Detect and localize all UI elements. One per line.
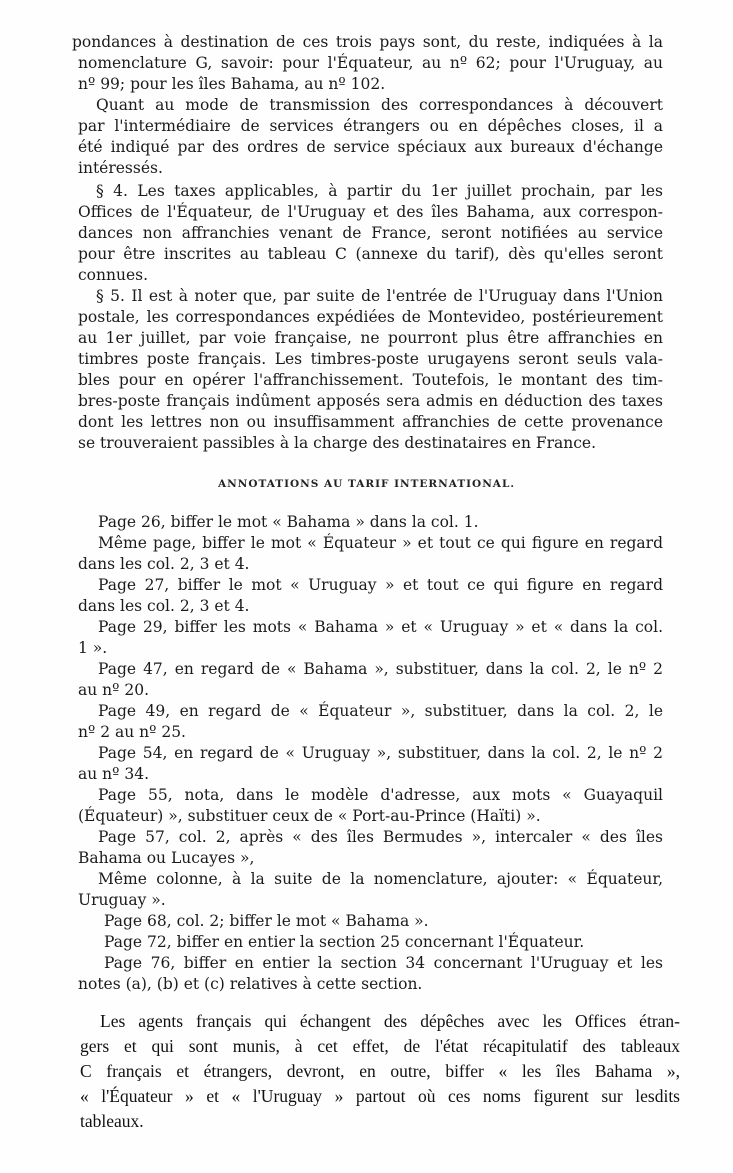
text-line: « l'Équateur » et « l'Uruguay » partout où ces noms figurent sur lesdits bbox=[80, 1086, 680, 1106]
text-line: C français et étrangers, devront, en outre, biffer « les îles Bahama », bbox=[80, 1061, 680, 1081]
text-line: Page 47, en regard de « Bahama », substituer, dans la col. 2, le nº 2 bbox=[98, 660, 663, 678]
text-line: au nº 34. bbox=[78, 765, 149, 783]
text-line: bres-poste français indûment apposés sera admis en déduction des taxes bbox=[78, 392, 663, 410]
text-line: § 4. Les taxes applicables, à partir du 1er juillet prochain, par les bbox=[96, 182, 663, 200]
text-line: Bahama ou Lucayes », bbox=[78, 849, 255, 867]
text-line: (Équateur) », substituer ceux de « Port-au-Prince (Haïti) ». bbox=[78, 807, 541, 825]
text-line: Page 55, nota, dans le modèle d'adresse, aux mots « Guayaquil bbox=[98, 786, 663, 804]
text-line: dans les col. 2, 3 et 4. bbox=[78, 555, 250, 573]
text-line: Même page, biffer le mot « Équateur » et tout ce qui figure en regard bbox=[98, 534, 663, 552]
text-line: nomenclature G, savoir: pour l'Équateur, au nº 62; pour l'Uruguay, au bbox=[78, 54, 663, 72]
text-line: se trouveraient passibles à la charge des destinataires en France. bbox=[78, 434, 597, 452]
text-line: intéressés. bbox=[78, 159, 163, 177]
text-line: dances non affranchies venant de France, seront notifiées au service bbox=[78, 224, 663, 242]
text-line: tableaux. bbox=[80, 1111, 144, 1131]
section-heading: ANNOTATIONS AU TARIF INTERNATIONAL. bbox=[218, 478, 515, 490]
text-line: bles pour en opérer l'affranchissement. Toutefois, le montant des tim- bbox=[78, 371, 663, 389]
text-line: nº 99; pour les îles Bahama, au nº 102. bbox=[78, 75, 386, 93]
text-line: timbres poste français. Les timbres-poste urugayens seront seuls vala- bbox=[78, 350, 663, 368]
text-line: Page 27, biffer le mot « Uruguay » et tout ce qui figure en regard bbox=[98, 576, 663, 594]
text-line: Page 72, biffer en entier la section 25 concernant l'Équateur. bbox=[104, 933, 585, 951]
text-line: 1 ». bbox=[78, 639, 108, 657]
text-line: été indiqué par des ordres de service spéciaux aux bureaux d'échange bbox=[78, 138, 663, 156]
text-line: Les agents français qui échangent des dépêches avec les Offices étran- bbox=[100, 1011, 680, 1031]
text-line: Offices de l'Équateur, de l'Uruguay et des îles Bahama, aux correspon- bbox=[78, 203, 663, 221]
text-line: Page 76, biffer en entier la section 34 concernant l'Uruguay et les bbox=[104, 954, 663, 972]
text-line: au 1er juillet, par voie française, ne pourront plus être affranchies en bbox=[78, 329, 663, 347]
text-line: nº 2 au nº 25. bbox=[78, 723, 186, 741]
text-line: pondances à destination de ces trois pays sont, du reste, indiquées à la bbox=[72, 33, 663, 51]
text-line: Page 49, en regard de « Équateur », substituer, dans la col. 2, le bbox=[98, 702, 663, 720]
text-line: Page 57, col. 2, après « des îles Bermudes », intercaler « des îles bbox=[98, 828, 663, 846]
text-line: Page 68, col. 2; biffer le mot « Bahama ». bbox=[104, 912, 429, 930]
text-line: notes (a), (b) et (c) relatives à cette section. bbox=[78, 975, 423, 993]
text-line: connues. bbox=[78, 266, 149, 284]
text-line: pour être inscrites au tableau C (annexe du tarif), dès qu'elles seront bbox=[78, 245, 663, 263]
text-line: gers et qui sont munis, à cet effet, de l'état récapitulatif des tableaux bbox=[80, 1036, 680, 1056]
text-line: dont les lettres non ou insuffisamment affranchies de cette provenance bbox=[78, 413, 663, 431]
text-line: au nº 20. bbox=[78, 681, 149, 699]
text-line: par l'intermédiaire de services étrangers ou en dépêches closes, il a bbox=[78, 117, 663, 135]
text-line: postale, les correspondances expédiées de Montevideo, postérieurement bbox=[78, 308, 663, 326]
text-line: Même colonne, à la suite de la nomenclature, ajouter: « Équateur, bbox=[98, 870, 663, 888]
text-line: dans les col. 2, 3 et 4. bbox=[78, 597, 250, 615]
text-line: Page 29, biffer les mots « Bahama » et « Uruguay » et « dans la col. bbox=[98, 618, 663, 636]
text-line: Quant au mode de transmission des correspondances à découvert bbox=[96, 96, 663, 114]
text-line: Page 26, biffer le mot « Bahama » dans la col. 1. bbox=[98, 513, 479, 531]
text-line: Page 54, en regard de « Uruguay », substituer, dans la col. 2, le nº 2 bbox=[98, 744, 663, 762]
text-line: Uruguay ». bbox=[78, 891, 166, 909]
text-line: § 5. Il est à noter que, par suite de l'entrée de l'Uruguay dans l'Union bbox=[96, 287, 663, 305]
